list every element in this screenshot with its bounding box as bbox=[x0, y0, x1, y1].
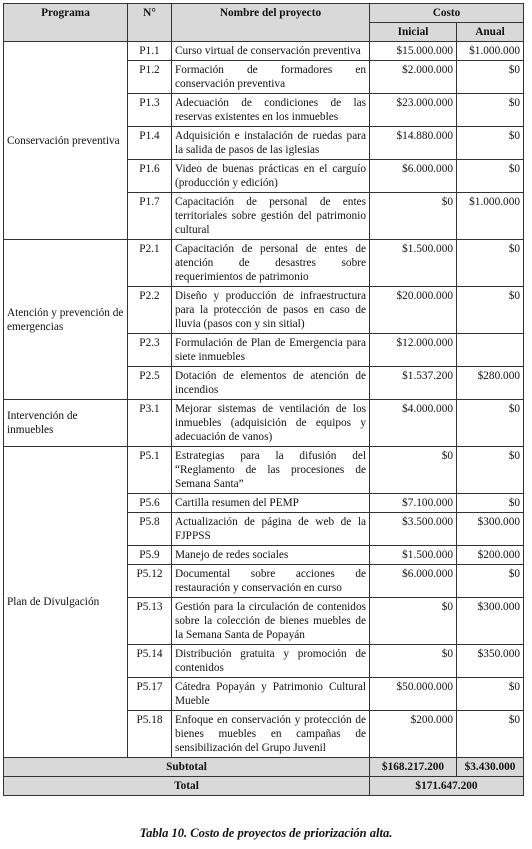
cost-inicial: $3.500.000 bbox=[370, 513, 457, 546]
program-cell: Plan de Divulgación bbox=[4, 447, 128, 758]
project-number: P2.2 bbox=[128, 287, 172, 334]
project-number: P1.6 bbox=[128, 160, 172, 193]
cost-inicial: $2.000.000 bbox=[370, 61, 457, 94]
cost-anual: $1.000.000 bbox=[457, 42, 524, 61]
project-number: P2.3 bbox=[128, 334, 172, 367]
cost-anual: $0 bbox=[457, 287, 524, 334]
cost-anual: $0 bbox=[457, 127, 524, 160]
project-number: P5.18 bbox=[128, 711, 172, 758]
project-name: Adquisición e instalación de ruedas para la salida de pasos de las iglesias bbox=[172, 127, 370, 160]
project-number: P1.1 bbox=[128, 42, 172, 61]
total-row bbox=[4, 777, 524, 796]
cost-inicial: $7.100.000 bbox=[370, 494, 457, 513]
cost-inicial: $0 bbox=[370, 447, 457, 494]
total-label: Total bbox=[4, 777, 370, 796]
project-name: Curso virtual de conservación preventiva bbox=[172, 42, 370, 61]
project-number: P1.4 bbox=[128, 127, 172, 160]
cost-anual: $0 bbox=[457, 447, 524, 494]
subtotal-row bbox=[4, 758, 524, 777]
project-name: Cartilla resumen del PEMP bbox=[172, 494, 370, 513]
cost-anual: $200.000 bbox=[457, 546, 524, 565]
cost-inicial: $12.000.000 bbox=[370, 334, 457, 367]
project-name: Documental sobre acciones de restauración y conservación en curso bbox=[172, 565, 370, 598]
total-value: $171.647.200 bbox=[370, 777, 524, 796]
project-name: Formulación de Plan de Emergencia para siete inmuebles bbox=[172, 334, 370, 367]
header-anual: Anual bbox=[457, 23, 524, 42]
cost-anual: $280.000 bbox=[457, 367, 524, 400]
program-cell: Intervención de inmuebles bbox=[4, 400, 128, 447]
cost-anual: $0 bbox=[457, 565, 524, 598]
cost-anual: $350.000 bbox=[457, 645, 524, 678]
cost-anual: $0 bbox=[457, 61, 524, 94]
project-number: P5.9 bbox=[128, 546, 172, 565]
cost-inicial: $6.000.000 bbox=[370, 565, 457, 598]
program-cell: Conservación preventiva bbox=[4, 42, 128, 240]
project-name: Distribución gratuita y promoción de contenidos bbox=[172, 645, 370, 678]
subtotal-label: Subtotal bbox=[4, 758, 370, 777]
cost-inicial: $23.000.000 bbox=[370, 94, 457, 127]
table-row bbox=[4, 42, 524, 61]
project-name: Cátedra Popayán y Patrimonio Cultural Mueble bbox=[172, 678, 370, 711]
cost-inicial: $50.000.000 bbox=[370, 678, 457, 711]
cost-anual: $1.000.000 bbox=[457, 193, 524, 240]
cost-inicial: $0 bbox=[370, 598, 457, 645]
project-number: P5.14 bbox=[128, 645, 172, 678]
cost-inicial: $6.000.000 bbox=[370, 160, 457, 193]
project-name: Capacitación de personal de entes de atención de desastres sobre requerimientos de patrimonio bbox=[172, 240, 370, 287]
cost-anual: $0 bbox=[457, 711, 524, 758]
project-number: P1.7 bbox=[128, 193, 172, 240]
project-number: P5.17 bbox=[128, 678, 172, 711]
project-name: Actualización de página de web de la FJPPSS bbox=[172, 513, 370, 546]
header-nombre: Nombre del proyecto bbox=[172, 4, 370, 42]
cost-inicial: $0 bbox=[370, 645, 457, 678]
cost-anual: $0 bbox=[457, 160, 524, 193]
header-programa: Programa bbox=[4, 4, 128, 42]
cost-inicial: $1.537.200 bbox=[370, 367, 457, 400]
project-name: Dotación de elementos de atención de incendios bbox=[172, 367, 370, 400]
table-body bbox=[4, 42, 524, 758]
cost-anual: $300.000 bbox=[457, 513, 524, 546]
project-number: P5.8 bbox=[128, 513, 172, 546]
project-number: P3.1 bbox=[128, 400, 172, 447]
cost-anual: $300.000 bbox=[457, 598, 524, 645]
cost-anual: $0 bbox=[457, 494, 524, 513]
subtotal-inicial: $168.217.200 bbox=[370, 758, 457, 777]
totals bbox=[4, 758, 524, 796]
header-costo: Costo bbox=[370, 4, 524, 23]
project-number: P1.3 bbox=[128, 94, 172, 127]
table-header bbox=[4, 4, 524, 42]
cost-inicial: $14.880.000 bbox=[370, 127, 457, 160]
cost-anual: $0 bbox=[457, 94, 524, 127]
table-row bbox=[4, 447, 524, 494]
project-name: Enfoque en conservación y protección de bienes muebles en campañas de sensibilización del Grupo Juvenil bbox=[172, 711, 370, 758]
project-number: P2.1 bbox=[128, 240, 172, 287]
cost-anual bbox=[457, 334, 524, 367]
project-number: P1.2 bbox=[128, 61, 172, 94]
cost-table bbox=[3, 3, 524, 796]
cost-anual: $0 bbox=[457, 240, 524, 287]
cost-inicial: $1.500.000 bbox=[370, 240, 457, 287]
project-name: Gestión para la circulación de contenidos sobre la colección de bienes muebles de la Semana Santa de Popayán bbox=[172, 598, 370, 645]
project-name: Capacitación de personal de entes territoriales sobre gestión del patrimonio cultural bbox=[172, 193, 370, 240]
cost-inicial: $200.000 bbox=[370, 711, 457, 758]
header-numero: N° bbox=[128, 4, 172, 42]
project-name: Manejo de redes sociales bbox=[172, 546, 370, 565]
header-inicial: Inicial bbox=[370, 23, 457, 42]
project-name: Formación de formadores en conservación preventiva bbox=[172, 61, 370, 94]
project-name: Mejorar sistemas de ventilación de los inmuebles (adquisición de equipos y adecuación de vanos) bbox=[172, 400, 370, 447]
cost-anual: $0 bbox=[457, 678, 524, 711]
cost-anual: $0 bbox=[457, 400, 524, 447]
table-row bbox=[4, 400, 524, 447]
subtotal-anual: $3.430.000 bbox=[457, 758, 524, 777]
project-name: Video de buenas prácticas en el carguío (producción y edición) bbox=[172, 160, 370, 193]
cost-inicial: $20.000.000 bbox=[370, 287, 457, 334]
project-name: Diseño y producción de infraestructura para la protección de pasos en caso de lluvia (pasos con y sin sitial) bbox=[172, 287, 370, 334]
project-number: P5.13 bbox=[128, 598, 172, 645]
cost-inicial: $4.000.000 bbox=[370, 400, 457, 447]
project-number: P5.1 bbox=[128, 447, 172, 494]
table-caption: Tabla 10. Costo de proyectos de priorización alta. bbox=[139, 826, 393, 840]
cost-inicial: $1.500.000 bbox=[370, 546, 457, 565]
table-row bbox=[4, 240, 524, 287]
project-name: Estrategias para la difusión del “Reglamento de las procesiones de Semana Santa” bbox=[172, 447, 370, 494]
cost-inicial: $0 bbox=[370, 193, 457, 240]
project-number: P2.5 bbox=[128, 367, 172, 400]
project-number: P5.12 bbox=[128, 565, 172, 598]
project-name: Adecuación de condiciones de las reservas existentes en los inmuebles bbox=[172, 94, 370, 127]
cost-inicial: $15.000.000 bbox=[370, 42, 457, 61]
program-cell: Atención y prevención de emergencias bbox=[4, 240, 128, 400]
project-number: P5.6 bbox=[128, 494, 172, 513]
